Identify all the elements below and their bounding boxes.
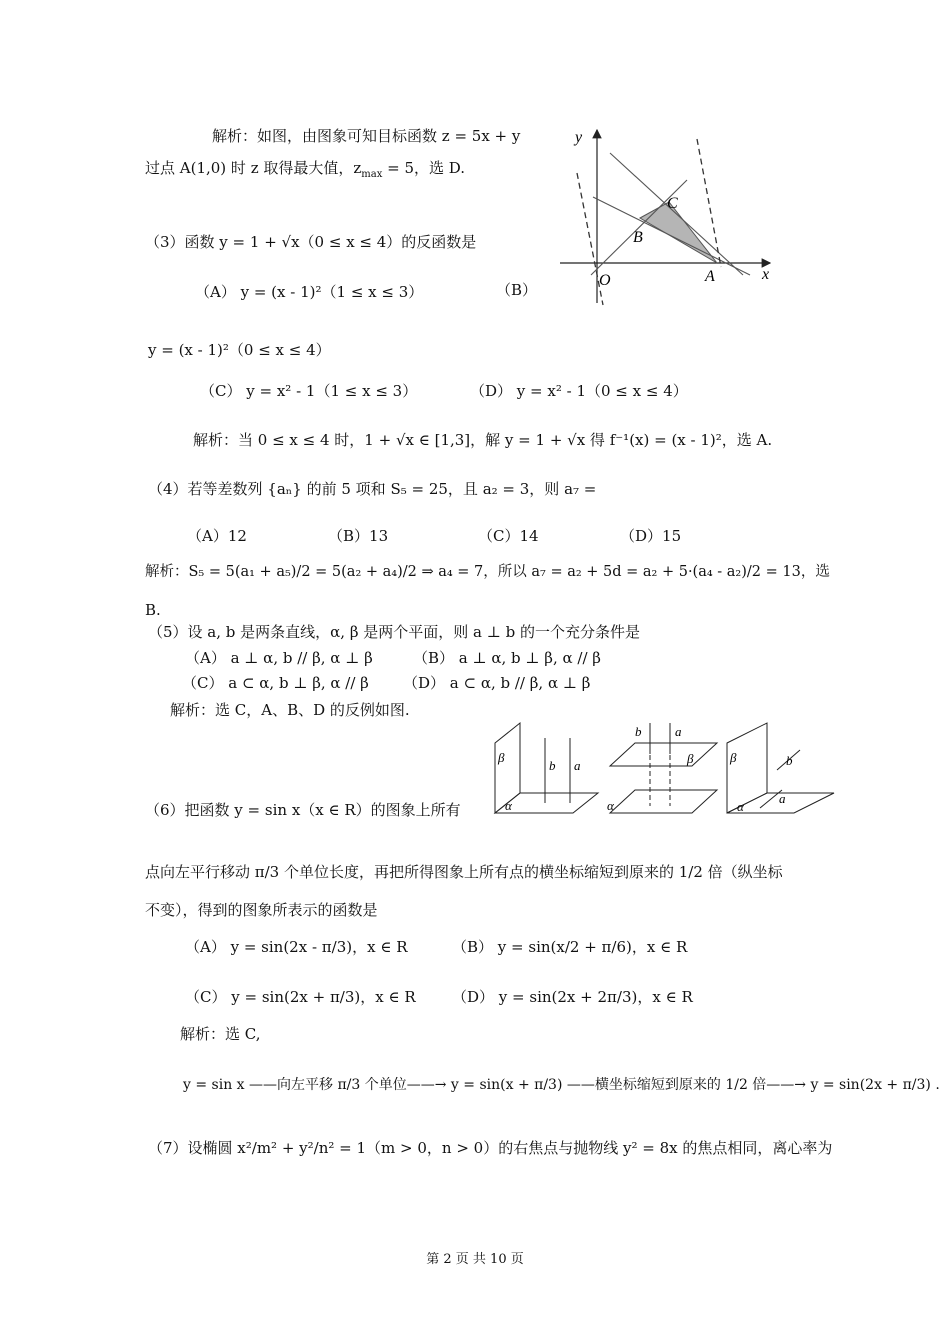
label-alpha-3: α <box>737 799 744 814</box>
lp-graph <box>555 125 785 310</box>
plane-diagram-1 <box>490 718 600 818</box>
solution-4-end: B. <box>145 601 161 619</box>
question-6-cont: 点向左平行移动 π/3 个单位长度，再把所得图象上所有点的横坐标缩短到原来的 1/2 倍（纵坐标 <box>145 863 783 881</box>
question-6-cont2: 不变），得到的图象所表示的函数是 <box>145 901 378 919</box>
q4-option-d: （D）15 <box>620 527 682 545</box>
q6-option-d: （D） y = sin(2x + 2π/3)，x ∈ R <box>452 988 693 1006</box>
label-a-1: a <box>574 758 581 773</box>
q4-option-b: （B）13 <box>328 527 389 545</box>
q5-option-d: （D） a ⊂ α, b // β, α ⊥ β <box>403 674 591 692</box>
plane-diagram-3 <box>722 718 837 818</box>
label-b: B <box>633 229 643 246</box>
q3-option-a: （A） y = (x - 1)²（1 ≤ x ≤ 3） <box>195 283 424 301</box>
solution-3: 解析：当 0 ≤ x ≤ 4 时，1 + √x ∈ [1,3]，解 y = 1 + √x 得 f⁻¹(x) = (x - 1)²，选 A. <box>193 431 773 449</box>
label-alpha-2: α <box>607 798 614 813</box>
label-y: y <box>575 129 583 146</box>
solution-4: 解析：S₅ = 5(a₁ + a₅)/2 = 5(a₂ + a₄)/2 ⇒ a₄ = 7，所以 a₇ = a₂ + 5d = a₂ + 5·(a₄ - a₂)/2 = 13，选 <box>145 564 830 580</box>
question-7: （7）设椭圆 x²/m² + y²/n² = 1（m > 0，n > 0）的右焦点与抛物线 y² = 8x 的焦点相同，离心率为 <box>148 1139 833 1157</box>
q6-option-b: （B） y = sin(x/2 + π/6)，x ∈ R <box>452 938 688 956</box>
label-b-3: b <box>786 753 793 768</box>
label-beta-2: β <box>687 751 694 766</box>
boundary-line-1 <box>610 153 743 275</box>
solution-6: 解析：选 C, <box>180 1025 261 1043</box>
plane-diagram-2 <box>605 718 720 818</box>
label-beta-1: β <box>498 750 505 765</box>
label-b-2: b <box>635 724 642 739</box>
label-a-3: a <box>779 791 786 806</box>
q3-option-d: （D） y = x² - 1（0 ≤ x ≤ 4） <box>470 382 688 400</box>
label-alpha-1: α <box>505 798 512 813</box>
plane-beta-2 <box>610 743 717 766</box>
q3-option-b: y = (x - 1)²（0 ≤ x ≤ 4） <box>148 341 331 359</box>
question-4: （4）若等差数列 {aₙ} 的前 5 项和 S₅ = 25，且 a₂ = 3，则 a₇ = <box>148 480 597 498</box>
label-o: O <box>599 272 611 289</box>
solution-6-derivation: y = sin x ——向左平移 π/3 个单位——→ y = sin(x + π/3) ——横坐标缩短到原来的 1/2 倍——→ y = sin(2x + π/3) . <box>183 1077 940 1093</box>
q3-option-b-label: （B） <box>496 281 538 299</box>
label-beta-3: β <box>730 750 737 765</box>
question-3: （3）函数 y = 1 + √x（0 ≤ x ≤ 4）的反函数是 <box>145 233 477 251</box>
question-5: （5）设 a, b 是两条直线，α, β 是两个平面，则 a ⊥ b 的一个充分条件是 <box>148 623 640 641</box>
question-6: （6）把函数 y = sin x（x ∈ R）的图象上所有 <box>145 801 461 819</box>
q5-option-c: （C） a ⊂ α, b ⊥ β, α // β <box>182 674 369 692</box>
q4-option-a: （A）12 <box>187 527 247 545</box>
page-footer: 第 2 页 共 10 页 <box>426 1252 524 1267</box>
q5-option-a: （A） a ⊥ α, b // β, α ⊥ β <box>185 649 373 667</box>
feasible-region <box>640 202 717 263</box>
solution-2: 解析：如图，由图象可知目标函数 z = 5x + y <box>212 127 521 145</box>
q6-option-c: （C） y = sin(2x + π/3)，x ∈ R <box>185 988 416 1006</box>
label-x: x <box>762 266 770 283</box>
q5-option-b: （B） a ⊥ α, b ⊥ β, α // β <box>413 649 601 667</box>
solution-2-cont <box>145 158 465 185</box>
label-b-1: b <box>549 758 556 773</box>
plane-alpha-2 <box>610 790 717 813</box>
label-c: C <box>667 195 678 212</box>
max-subscript: max <box>361 169 383 180</box>
label-a: A <box>705 268 715 285</box>
plane-beta-3 <box>727 723 767 813</box>
solution-2-end: = 5，选 D. <box>382 159 466 177</box>
label-a-2: a <box>675 724 682 739</box>
solution-5: 解析：选 C，A、B、D 的反例如图. <box>170 701 410 719</box>
q6-option-a: （A） y = sin(2x - π/3)，x ∈ R <box>185 938 408 956</box>
q4-option-c: （C）14 <box>478 527 539 545</box>
q3-option-c: （C） y = x² - 1（1 ≤ x ≤ 3） <box>200 382 418 400</box>
solution-2-text: 过点 A(1,0) 时 z 取得最大值，z <box>145 159 362 177</box>
